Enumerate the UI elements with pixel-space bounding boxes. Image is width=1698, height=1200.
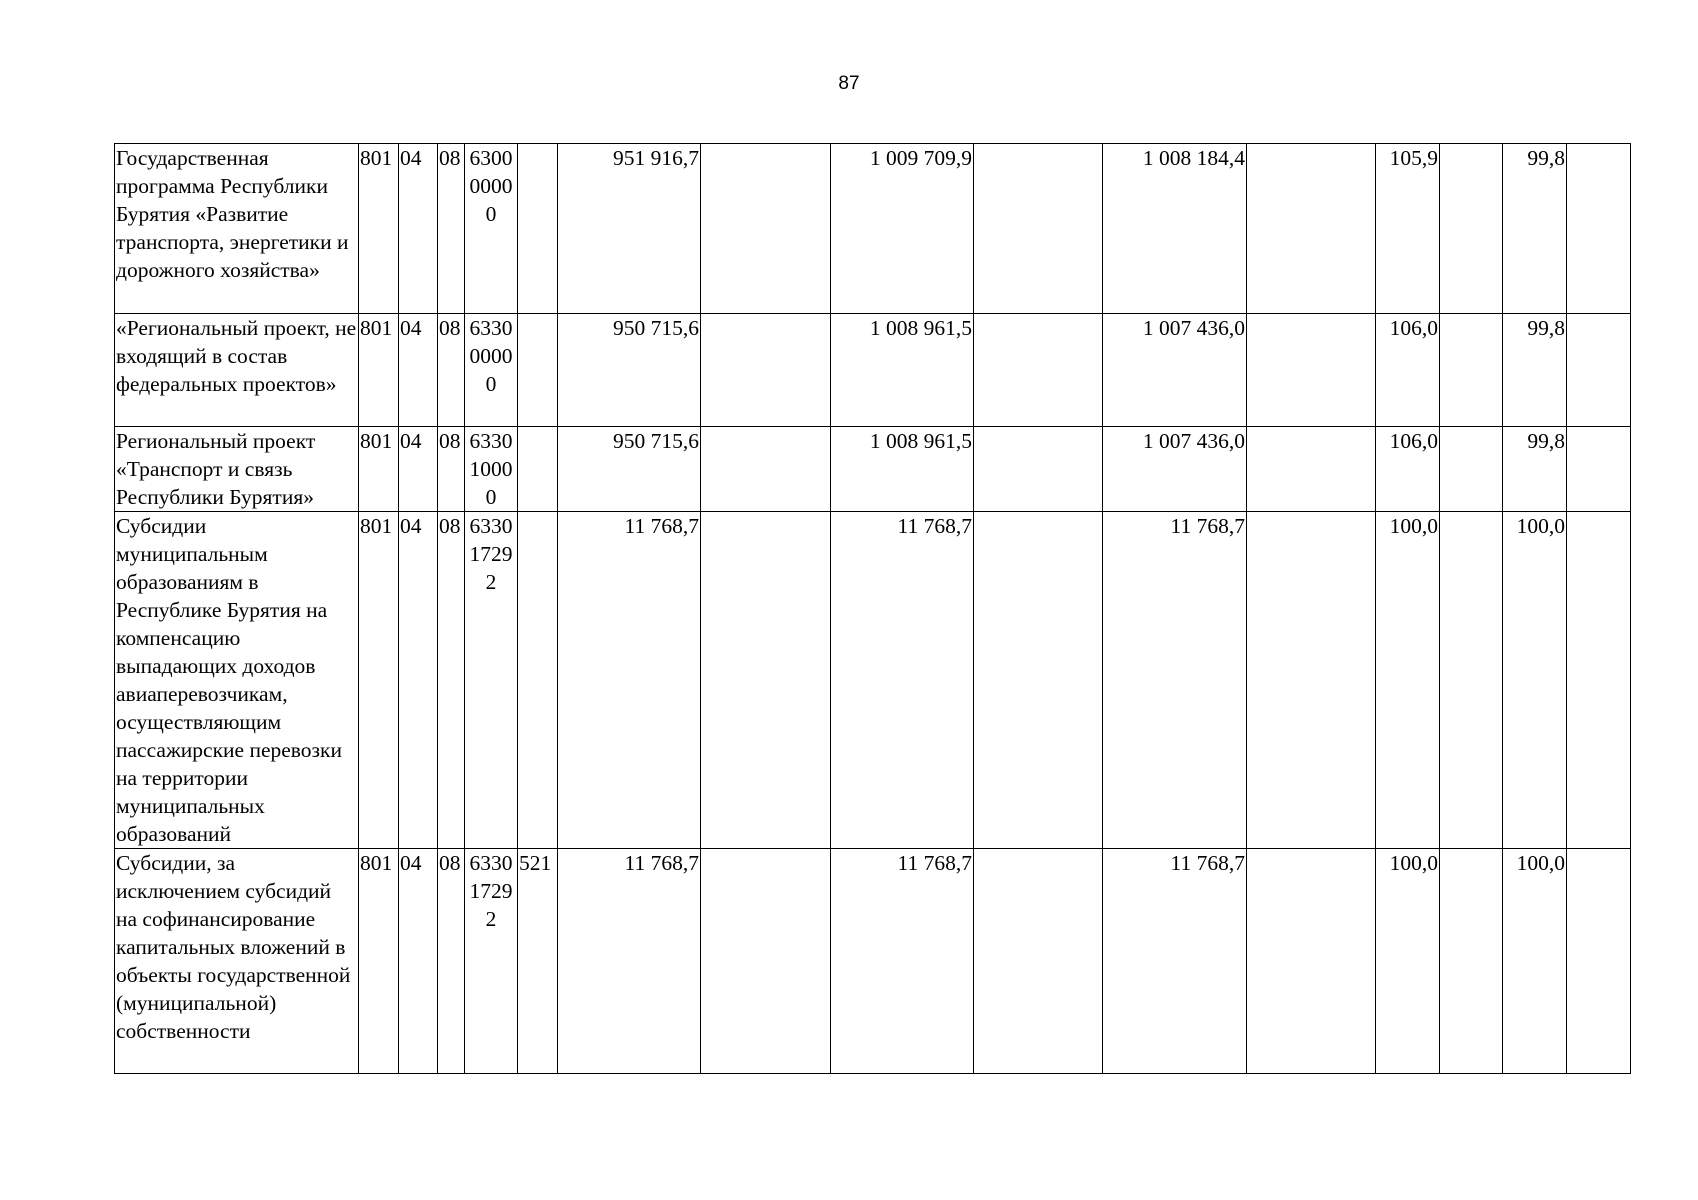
- budget-table: [114, 143, 1631, 1074]
- planned-amount: 950 715,6: [558, 427, 701, 512]
- percent-of-plan: 106,0: [1376, 314, 1440, 427]
- empty-cell: [1567, 512, 1631, 849]
- row-name: Субсидии муниципальным образованиям в Республике Бурятия на компенсацию выпадающих доходов авиаперевозчикам, осуществляющим пассажирские перевозки на территории муниципальных образований: [115, 512, 359, 849]
- grbs-code: 801: [359, 314, 399, 427]
- empty-cell: [1440, 427, 1503, 512]
- percent-of-revised: 99,8: [1503, 144, 1567, 314]
- subsection-code: 08: [438, 849, 465, 1074]
- table-row: [115, 314, 1631, 427]
- subsection-code: 08: [438, 144, 465, 314]
- empty-cell: [701, 849, 831, 1074]
- expense-type-code: [518, 144, 558, 314]
- empty-cell: [701, 144, 831, 314]
- empty-cell: [701, 314, 831, 427]
- empty-cell: [974, 512, 1103, 849]
- planned-amount: 951 916,7: [558, 144, 701, 314]
- subsection-code: 08: [438, 427, 465, 512]
- section-code: 04: [399, 427, 438, 512]
- table-row: [115, 512, 1631, 849]
- empty-cell: [974, 144, 1103, 314]
- page-number: 87: [838, 73, 860, 94]
- percent-of-revised: 99,8: [1503, 427, 1567, 512]
- row-name: Государственная программа Республики Бурятия «Развитие транспорта, энергетики и дорожного хозяйства»: [115, 144, 359, 314]
- expense-type-code: 521: [518, 849, 558, 1074]
- percent-of-plan: 100,0: [1376, 512, 1440, 849]
- executed-amount: 1 008 184,4: [1103, 144, 1247, 314]
- empty-cell: [701, 512, 831, 849]
- revised-amount: 11 768,7: [831, 849, 974, 1074]
- planned-amount: 950 715,6: [558, 314, 701, 427]
- empty-cell: [1440, 512, 1503, 849]
- table-row: [115, 849, 1631, 1074]
- empty-cell: [1440, 314, 1503, 427]
- planned-amount: 11 768,7: [558, 849, 701, 1074]
- expense-type-code: [518, 427, 558, 512]
- grbs-code: 801: [359, 849, 399, 1074]
- grbs-code: 801: [359, 512, 399, 849]
- empty-cell: [1567, 427, 1631, 512]
- revised-amount: 1 009 709,9: [831, 144, 974, 314]
- expense-type-code: [518, 512, 558, 849]
- table-row: [115, 427, 1631, 512]
- target-article-code: 633017292: [465, 512, 518, 849]
- row-name: «Региональный проект, не входящий в состав федеральных проектов»: [115, 314, 359, 427]
- percent-of-revised: 100,0: [1503, 512, 1567, 849]
- grbs-code: 801: [359, 427, 399, 512]
- row-name: Субсидии, за исключением субсидий на софинансирование капитальных вложений в объекты государственной (муниципальной) собственности: [115, 849, 359, 1074]
- table-row: [115, 144, 1631, 314]
- expense-type-code: [518, 314, 558, 427]
- percent-of-plan: 105,9: [1376, 144, 1440, 314]
- empty-cell: [701, 427, 831, 512]
- percent-of-plan: 100,0: [1376, 849, 1440, 1074]
- empty-cell: [1567, 849, 1631, 1074]
- empty-cell: [1440, 849, 1503, 1074]
- empty-cell: [1247, 849, 1376, 1074]
- percent-of-revised: 100,0: [1503, 849, 1567, 1074]
- target-article-code: 633010000: [465, 427, 518, 512]
- section-code: 04: [399, 314, 438, 427]
- revised-amount: 1 008 961,5: [831, 427, 974, 512]
- empty-cell: [1247, 427, 1376, 512]
- grbs-code: 801: [359, 144, 399, 314]
- section-code: 04: [399, 512, 438, 849]
- percent-of-revised: 99,8: [1503, 314, 1567, 427]
- row-name: Региональный проект «Транспорт и связь Республики Бурятия»: [115, 427, 359, 512]
- empty-cell: [974, 849, 1103, 1074]
- revised-amount: 11 768,7: [831, 512, 974, 849]
- section-code: 04: [399, 144, 438, 314]
- revised-amount: 1 008 961,5: [831, 314, 974, 427]
- section-code: 04: [399, 849, 438, 1074]
- empty-cell: [1440, 144, 1503, 314]
- empty-cell: [1247, 144, 1376, 314]
- executed-amount: 1 007 436,0: [1103, 427, 1247, 512]
- subsection-code: 08: [438, 512, 465, 849]
- executed-amount: 11 768,7: [1103, 512, 1247, 849]
- executed-amount: 11 768,7: [1103, 849, 1247, 1074]
- executed-amount: 1 007 436,0: [1103, 314, 1247, 427]
- empty-cell: [974, 427, 1103, 512]
- empty-cell: [974, 314, 1103, 427]
- target-article-code: 633000000: [465, 314, 518, 427]
- subsection-code: 08: [438, 314, 465, 427]
- target-article-code: 633017292: [465, 849, 518, 1074]
- target-article-code: 630000000: [465, 144, 518, 314]
- empty-cell: [1567, 144, 1631, 314]
- empty-cell: [1247, 512, 1376, 849]
- empty-cell: [1567, 314, 1631, 427]
- planned-amount: 11 768,7: [558, 512, 701, 849]
- percent-of-plan: 106,0: [1376, 427, 1440, 512]
- empty-cell: [1247, 314, 1376, 427]
